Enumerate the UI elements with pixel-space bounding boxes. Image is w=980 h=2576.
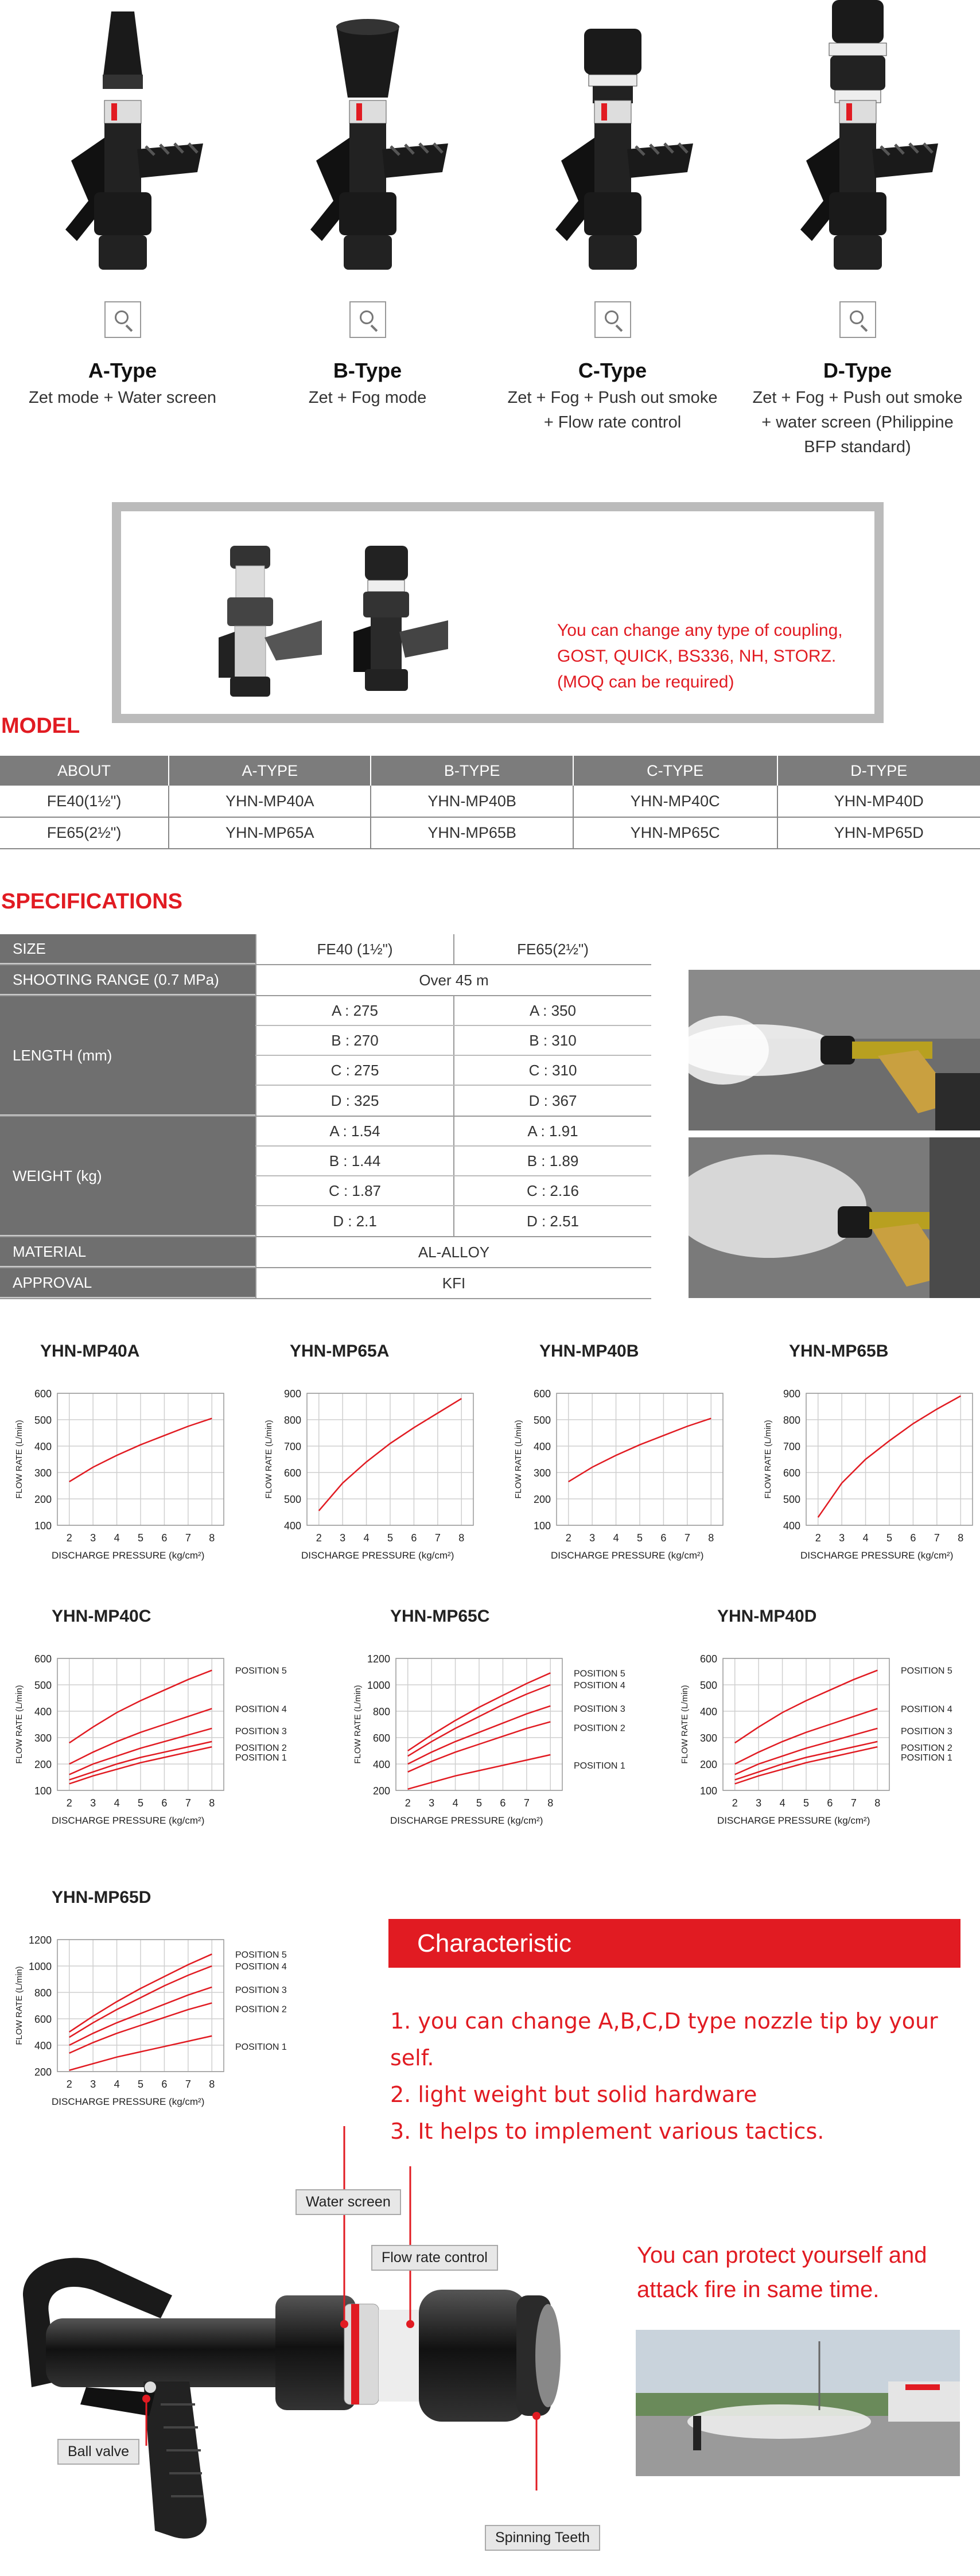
flow-chart-yhn-mp65c xyxy=(344,1607,643,1859)
chart-plot xyxy=(755,1342,980,1594)
coupling-note-line1: You can change any type of coupling, xyxy=(557,621,843,640)
y-tick-label: 600 xyxy=(783,1467,800,1479)
spec-length-row xyxy=(255,1026,651,1056)
x-tick-label: 4 xyxy=(363,1532,370,1544)
y-tick-label: 200 xyxy=(34,1494,52,1505)
spec-label-weight: WEIGHT (kg) xyxy=(0,1117,255,1236)
spec-weight-row xyxy=(255,1206,651,1236)
product-type-name: C-Type xyxy=(578,359,647,382)
y-tick-label: 300 xyxy=(533,1467,551,1479)
x-tick-label: 6 xyxy=(500,1797,506,1809)
flow-chart-yhn-mp40c xyxy=(6,1607,304,1859)
x-tick-label: 5 xyxy=(137,2078,144,2090)
y-tick-label: 200 xyxy=(34,2066,52,2078)
series-label: POSITION 2 xyxy=(574,1723,625,1734)
spec-table xyxy=(0,934,651,1299)
x-tick-label: 4 xyxy=(862,1532,869,1544)
spec-length-value: A : 275 xyxy=(255,996,453,1025)
x-tick-label: 2 xyxy=(405,1797,411,1809)
y-tick-label: 100 xyxy=(533,1520,551,1532)
spec-length-row xyxy=(255,1086,651,1116)
model-header-row xyxy=(0,756,980,786)
coupling-note-line2: GOST, QUICK, BS336, NH, STORZ. xyxy=(557,647,837,666)
chart-plot xyxy=(671,1607,970,1859)
y-axis-label: FLOW RATE (L/min) xyxy=(264,1420,274,1499)
x-tick-label: 5 xyxy=(137,1797,144,1809)
chart-plot xyxy=(505,1342,746,1594)
y-tick-label: 400 xyxy=(372,1759,390,1770)
spec-length-value: C : 310 xyxy=(453,1056,651,1085)
y-tick-label: 700 xyxy=(783,1441,800,1452)
x-tick-label: 3 xyxy=(839,1532,845,1544)
spec-weight-values xyxy=(255,1117,651,1236)
nozzle-image xyxy=(31,0,215,287)
model-table xyxy=(0,756,980,849)
x-tick-label: 4 xyxy=(114,1797,120,1809)
y-tick-label: 800 xyxy=(783,1415,800,1426)
flow-chart-yhn-mp65b xyxy=(755,1342,980,1594)
y-axis-label: FLOW RATE (L/min) xyxy=(14,1420,24,1499)
model-cell: YHN-MP65B xyxy=(371,817,573,849)
series-label: POSITION 1 xyxy=(235,2042,287,2052)
model-header-cell: A-TYPE xyxy=(169,756,371,786)
x-tick-label: 7 xyxy=(434,1532,441,1544)
x-tick-label: 8 xyxy=(209,2078,215,2090)
spec-length-value: B : 310 xyxy=(453,1026,651,1055)
y-tick-label: 900 xyxy=(283,1388,301,1400)
x-tick-label: 2 xyxy=(815,1532,821,1544)
x-tick-label: 4 xyxy=(452,1797,458,1809)
protect-line1: You can protect yourself and xyxy=(637,2243,927,2268)
chart-title: YHN-MP40C xyxy=(52,1607,151,1626)
coupling-note-line3: (MOQ can be required) xyxy=(557,673,734,691)
series-label: POSITION 4 xyxy=(235,1704,287,1715)
y-tick-label: 100 xyxy=(34,1785,52,1797)
y-tick-label: 300 xyxy=(34,1732,52,1744)
protect-line2: attack fire in same time. xyxy=(637,2277,880,2302)
model-cell: YHN-MP40A xyxy=(169,786,371,817)
spec-material-value: AL-ALLOY xyxy=(255,1237,651,1267)
chart-title: YHN-MP65A xyxy=(290,1342,390,1361)
chart-plot xyxy=(6,1607,304,1859)
series-label: POSITION 3 xyxy=(901,1726,952,1736)
series-label: POSITION 5 xyxy=(235,1950,287,1960)
spec-weight-value: A : 1.54 xyxy=(255,1117,453,1145)
coupling-note xyxy=(557,617,843,695)
x-axis-label: DISCHARGE PRESSURE (kg/cm²) xyxy=(717,1815,870,1826)
x-tick-label: 4 xyxy=(613,1532,619,1544)
y-axis-label: FLOW RATE (L/min) xyxy=(763,1420,773,1499)
nozzle-image xyxy=(521,0,705,287)
y-tick-label: 400 xyxy=(34,2040,52,2052)
callout-water-screen: Water screen xyxy=(295,2189,401,2215)
spec-weight-row xyxy=(255,1117,651,1147)
series-label: POSITION 1 xyxy=(574,1761,625,1771)
x-tick-label: 2 xyxy=(66,2078,72,2090)
x-tick-label: 5 xyxy=(387,1532,394,1544)
characteristic-item: 1. you can change A,B,C,D type nozzle tip by your self. xyxy=(390,2008,938,2070)
spec-length-value: A : 350 xyxy=(453,996,651,1025)
x-tick-label: 7 xyxy=(934,1532,940,1544)
model-header-cell: D-TYPE xyxy=(777,756,980,786)
x-tick-label: 5 xyxy=(886,1532,893,1544)
x-tick-label: 3 xyxy=(756,1797,762,1809)
model-cell: FE65(2½") xyxy=(0,817,169,849)
y-tick-label: 1000 xyxy=(28,1961,52,1972)
y-tick-label: 700 xyxy=(283,1441,301,1452)
x-tick-label: 3 xyxy=(90,2078,96,2090)
product-type-b xyxy=(245,0,490,459)
x-axis-label: DISCHARGE PRESSURE (kg/cm²) xyxy=(551,1550,704,1561)
x-axis-label: DISCHARGE PRESSURE (kg/cm²) xyxy=(301,1550,454,1561)
x-axis-label: DISCHARGE PRESSURE (kg/cm²) xyxy=(52,1550,205,1561)
product-type-description: Zet + Fog + Push out smoke + water screen (Philippine BFP standard) xyxy=(752,388,963,456)
x-tick-label: 4 xyxy=(779,1797,785,1809)
y-tick-label: 600 xyxy=(34,1388,52,1400)
series-label: POSITION 3 xyxy=(235,1726,287,1736)
chart-title: YHN-MP40A xyxy=(40,1342,140,1361)
product-type-name: A-Type xyxy=(88,359,157,382)
series-label: POSITION 3 xyxy=(574,1704,625,1714)
product-type-d xyxy=(735,0,980,459)
x-tick-label: 3 xyxy=(90,1532,96,1544)
spec-weight-value: B : 1.89 xyxy=(453,1147,651,1175)
product-type-description: Zet + Fog mode xyxy=(308,388,427,407)
y-tick-label: 800 xyxy=(34,1987,52,1999)
x-tick-label: 3 xyxy=(589,1532,596,1544)
callout-flow-rate-control: Flow rate control xyxy=(371,2245,498,2271)
y-axis-label: FLOW RATE (L/min) xyxy=(14,1685,24,1764)
spec-length-value: D : 325 xyxy=(255,1086,453,1116)
spec-length-value: D : 367 xyxy=(453,1086,651,1116)
x-axis-label: DISCHARGE PRESSURE (kg/cm²) xyxy=(52,1815,205,1826)
chart-title: YHN-MP65B xyxy=(789,1342,889,1361)
x-tick-label: 3 xyxy=(90,1797,96,1809)
chart-title: YHN-MP40D xyxy=(717,1607,817,1626)
chart-plot xyxy=(344,1607,643,1859)
x-tick-label: 3 xyxy=(340,1532,346,1544)
x-tick-label: 8 xyxy=(708,1532,714,1544)
flow-chart-yhn-mp40b xyxy=(505,1342,746,1594)
series-label: POSITION 3 xyxy=(235,1985,287,1995)
y-tick-label: 400 xyxy=(34,1441,52,1452)
x-tick-label: 2 xyxy=(565,1532,571,1544)
x-tick-label: 6 xyxy=(161,1797,168,1809)
y-tick-label: 1200 xyxy=(367,1653,390,1665)
protect-text xyxy=(637,2238,927,2307)
spec-weight-value: C : 2.16 xyxy=(453,1176,651,1205)
x-tick-label: 5 xyxy=(636,1532,643,1544)
y-tick-label: 200 xyxy=(372,1785,390,1797)
y-tick-label: 100 xyxy=(699,1785,717,1797)
y-tick-label: 400 xyxy=(783,1520,800,1532)
y-tick-label: 100 xyxy=(34,1520,52,1532)
callout-spinning-teeth: Spinning Teeth xyxy=(485,2525,600,2551)
x-tick-label: 8 xyxy=(458,1532,465,1544)
x-axis-label: DISCHARGE PRESSURE (kg/cm²) xyxy=(390,1815,543,1826)
chart-title: YHN-MP65C xyxy=(390,1607,490,1626)
spec-size-fe65: FE65(2½") xyxy=(453,934,651,964)
firefighter-spray-photo-2 xyxy=(689,1137,980,1298)
model-body xyxy=(0,786,980,849)
y-tick-label: 500 xyxy=(699,1680,717,1691)
model-cell: YHN-MP65D xyxy=(777,817,980,849)
spec-label-range: SHOOTING RANGE (0.7 MPa) xyxy=(0,965,255,995)
x-tick-label: 3 xyxy=(429,1797,435,1809)
model-header-cell: C-TYPE xyxy=(573,756,777,786)
product-type-description: Zet + Fog + Push out smoke + Flow rate control xyxy=(507,388,718,432)
x-tick-label: 7 xyxy=(523,1797,530,1809)
y-tick-label: 400 xyxy=(34,1706,52,1718)
spec-length-value: C : 275 xyxy=(255,1056,453,1085)
x-tick-label: 7 xyxy=(185,2078,191,2090)
model-cell: YHN-MP40B xyxy=(371,786,573,817)
series-label: POSITION 1 xyxy=(235,1753,287,1763)
chart-plot xyxy=(6,1342,247,1594)
model-cell: FE40(1½") xyxy=(0,786,169,817)
y-tick-label: 200 xyxy=(34,1759,52,1770)
model-cell: YHN-MP40C xyxy=(573,786,777,817)
spec-range-value: Over 45 m xyxy=(255,965,651,995)
spec-weight-value: D : 2.1 xyxy=(255,1206,453,1236)
x-axis-label: DISCHARGE PRESSURE (kg/cm²) xyxy=(800,1550,954,1561)
y-tick-label: 800 xyxy=(372,1706,390,1718)
x-tick-label: 5 xyxy=(803,1797,810,1809)
characteristic-item: 3. It helps to implement various tactics. xyxy=(390,2119,825,2144)
coupling-nozzles-image xyxy=(207,534,454,706)
y-tick-label: 600 xyxy=(283,1467,301,1479)
spec-approval-value: KFI xyxy=(255,1268,651,1298)
model-row xyxy=(0,817,980,849)
y-tick-label: 600 xyxy=(372,1732,390,1744)
x-tick-label: 6 xyxy=(161,2078,168,2090)
zoom-icon[interactable] xyxy=(594,301,631,338)
y-axis-label: FLOW RATE (L/min) xyxy=(680,1685,690,1764)
model-row xyxy=(0,786,980,817)
spec-length-value: B : 270 xyxy=(255,1026,453,1055)
series-label: POSITION 4 xyxy=(235,1962,287,1972)
y-tick-label: 500 xyxy=(34,1680,52,1691)
x-tick-label: 5 xyxy=(137,1532,144,1544)
series-label: POSITION 2 xyxy=(235,2004,287,2015)
spec-group-length xyxy=(0,996,651,1117)
y-tick-label: 500 xyxy=(34,1415,52,1426)
y-tick-label: 500 xyxy=(533,1415,551,1426)
specifications-title: SPECIFICATIONS xyxy=(1,889,182,914)
x-tick-label: 7 xyxy=(185,1797,191,1809)
x-tick-label: 6 xyxy=(161,1532,168,1544)
y-tick-label: 600 xyxy=(699,1653,717,1665)
model-title: MODEL xyxy=(1,714,80,738)
spec-weight-value: B : 1.44 xyxy=(255,1147,453,1175)
series-label: POSITION 5 xyxy=(574,1669,625,1679)
flow-chart-yhn-mp65a xyxy=(255,1342,496,1594)
zoom-icon[interactable] xyxy=(349,301,386,338)
x-tick-label: 8 xyxy=(547,1797,554,1809)
model-cell: YHN-MP65C xyxy=(573,817,777,849)
y-tick-label: 1000 xyxy=(367,1680,390,1691)
y-tick-label: 300 xyxy=(34,1467,52,1479)
spec-label-material: MATERIAL xyxy=(0,1237,255,1267)
x-tick-label: 2 xyxy=(316,1532,322,1544)
spec-weight-value: A : 1.91 xyxy=(453,1117,651,1145)
x-tick-label: 7 xyxy=(684,1532,690,1544)
series-label: POSITION 4 xyxy=(901,1704,952,1715)
y-tick-label: 300 xyxy=(699,1732,717,1744)
series-label: POSITION 2 xyxy=(235,1743,287,1753)
spec-row-range xyxy=(0,965,651,996)
callout-ball-valve: Ball valve xyxy=(57,2439,139,2465)
y-tick-label: 400 xyxy=(533,1441,551,1452)
spec-weight-row xyxy=(255,1176,651,1206)
y-tick-label: 400 xyxy=(283,1520,301,1532)
x-tick-label: 8 xyxy=(874,1797,881,1809)
spec-length-row xyxy=(255,996,651,1026)
spec-size-fe40: FE40 (1½") xyxy=(255,934,453,964)
firefighter-spray-photo-1 xyxy=(689,970,980,1130)
x-tick-label: 8 xyxy=(958,1532,964,1544)
model-header-cell: B-TYPE xyxy=(371,756,573,786)
x-tick-label: 7 xyxy=(850,1797,857,1809)
y-tick-label: 1200 xyxy=(28,1934,52,1946)
zoom-icon[interactable] xyxy=(839,301,876,338)
field-test-photo xyxy=(636,2330,960,2476)
y-tick-label: 600 xyxy=(34,2014,52,2025)
spec-label-length: LENGTH (mm) xyxy=(0,996,255,1116)
x-tick-label: 4 xyxy=(114,2078,120,2090)
spec-row-material xyxy=(0,1237,651,1268)
y-tick-label: 400 xyxy=(699,1706,717,1718)
flow-chart-yhn-mp40a xyxy=(6,1342,247,1594)
series-label: POSITION 5 xyxy=(901,1666,952,1676)
y-tick-label: 200 xyxy=(699,1759,717,1770)
spec-row-approval xyxy=(0,1268,651,1299)
y-tick-label: 200 xyxy=(533,1494,551,1505)
spec-weight-value: C : 1.87 xyxy=(255,1176,453,1205)
series-label: POSITION 2 xyxy=(901,1743,952,1753)
product-type-a xyxy=(0,0,245,459)
y-tick-label: 500 xyxy=(283,1494,301,1505)
y-tick-label: 500 xyxy=(783,1494,800,1505)
product-type-description: Zet mode + Water screen xyxy=(29,388,216,407)
x-axis-label: DISCHARGE PRESSURE (kg/cm²) xyxy=(52,2096,205,2107)
series-label: POSITION 1 xyxy=(901,1753,952,1763)
nozzle-image xyxy=(276,0,460,287)
x-tick-label: 2 xyxy=(732,1797,738,1809)
x-tick-label: 6 xyxy=(411,1532,417,1544)
y-tick-label: 900 xyxy=(783,1388,800,1400)
y-axis-label: FLOW RATE (L/min) xyxy=(14,1966,24,2045)
zoom-icon[interactable] xyxy=(104,301,141,338)
characteristic-banner: Characteristic xyxy=(388,1919,960,1968)
y-tick-label: 800 xyxy=(283,1415,301,1426)
x-tick-label: 5 xyxy=(476,1797,483,1809)
spec-length-row xyxy=(255,1056,651,1086)
x-tick-label: 8 xyxy=(209,1532,215,1544)
chart-title: YHN-MP65D xyxy=(52,1888,151,1907)
spec-label-approval: APPROVAL xyxy=(0,1268,255,1298)
coupling-panel xyxy=(112,502,884,723)
x-tick-label: 6 xyxy=(910,1532,916,1544)
characteristic-item: 2. light weight but solid hardware xyxy=(390,2082,757,2107)
nozzle-image xyxy=(766,0,950,287)
spec-weight-value: D : 2.51 xyxy=(453,1206,651,1236)
chart-title: YHN-MP40B xyxy=(539,1342,639,1361)
flow-chart-yhn-mp40d xyxy=(671,1607,970,1859)
product-type-name: B-Type xyxy=(333,359,402,382)
x-tick-label: 6 xyxy=(660,1532,667,1544)
spec-row-size xyxy=(0,934,651,965)
spec-weight-row xyxy=(255,1147,651,1176)
x-tick-label: 4 xyxy=(114,1532,120,1544)
x-tick-label: 8 xyxy=(209,1797,215,1809)
spec-group-weight xyxy=(0,1117,651,1237)
x-tick-label: 7 xyxy=(185,1532,191,1544)
product-type-c xyxy=(490,0,735,459)
series-label: POSITION 4 xyxy=(574,1681,625,1691)
chart-plot xyxy=(255,1342,496,1594)
y-tick-label: 600 xyxy=(34,1653,52,1665)
model-header-cell: ABOUT xyxy=(0,756,169,786)
product-type-name: D-Type xyxy=(823,359,892,382)
model-cell: YHN-MP40D xyxy=(777,786,980,817)
x-tick-label: 2 xyxy=(66,1797,72,1809)
spec-length-values xyxy=(255,996,651,1116)
y-tick-label: 600 xyxy=(533,1388,551,1400)
x-tick-label: 6 xyxy=(827,1797,833,1809)
spec-label-size: SIZE xyxy=(0,934,255,964)
series-label: POSITION 5 xyxy=(235,1666,287,1676)
y-axis-label: FLOW RATE (L/min) xyxy=(514,1420,523,1499)
model-cell: YHN-MP65A xyxy=(169,817,371,849)
y-axis-label: FLOW RATE (L/min) xyxy=(353,1685,363,1764)
x-tick-label: 2 xyxy=(66,1532,72,1544)
